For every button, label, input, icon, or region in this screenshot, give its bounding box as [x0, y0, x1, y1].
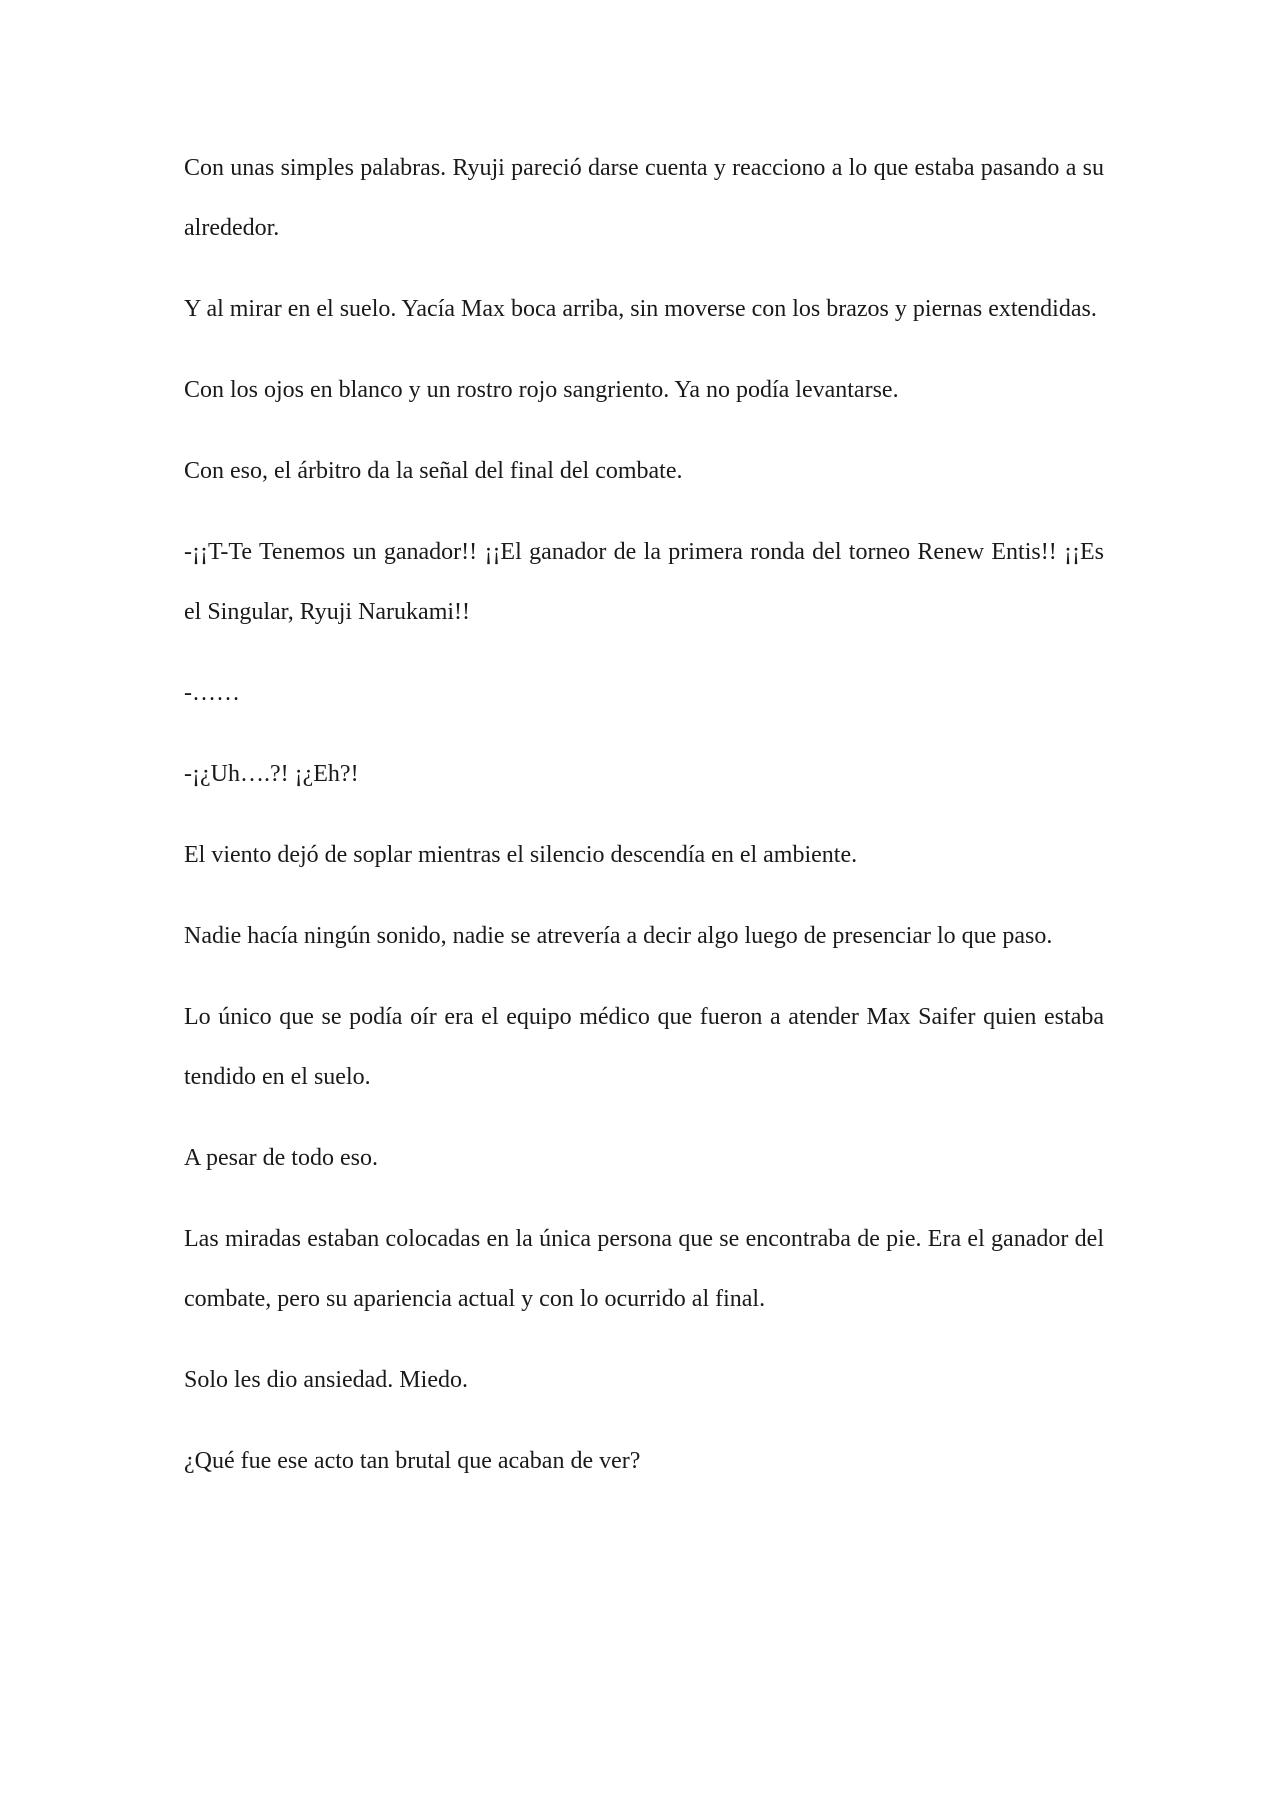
paragraph: -¡¿Uh….?! ¡¿Eh?! [184, 761, 359, 787]
paragraph: Lo único que se podía oír era el equipo médico que fueron a atender Max Saifer quien estaba tendido en el suelo. [184, 1004, 1104, 1090]
paragraph: Con unas simples palabras. Ryuji pareció darse cuenta y reacciono a lo que estaba pasando a su alrededor. [184, 155, 1104, 241]
paragraph: A pesar de todo eso. [184, 1145, 378, 1171]
paragraph: ¿Qué fue ese acto tan brutal que acaban de ver? [184, 1448, 641, 1474]
paragraph: Nadie hacía ningún sonido, nadie se atrevería a decir algo luego de presenciar lo que paso. [184, 923, 1053, 949]
paragraph: -…… [184, 680, 240, 706]
paragraph: Y al mirar en el suelo. Yacía Max boca arriba, sin moverse con los brazos y piernas extendidas. [184, 296, 1097, 322]
paragraph: Las miradas estaban colocadas en la única persona que se encontraba de pie. Era el ganador del combate, pero su apariencia actual y con lo ocurrido al final. [184, 1226, 1104, 1312]
document-body [184, 138, 1104, 1512]
paragraph: Solo les dio ansiedad. Miedo. [184, 1367, 468, 1393]
paragraph: El viento dejó de soplar mientras el silencio descendía en el ambiente. [184, 842, 858, 868]
paragraph: Con eso, el árbitro da la señal del final del combate. [184, 458, 683, 484]
paragraph: Con los ojos en blanco y un rostro rojo sangriento. Ya no podía levantarse. [184, 377, 899, 403]
paragraph: -¡¡T-Te Tenemos un ganador!! ¡¡El ganador de la primera ronda del torneo Renew Entis!! ¡¡Es el Singular, Ryuji Narukami!! [184, 539, 1104, 625]
